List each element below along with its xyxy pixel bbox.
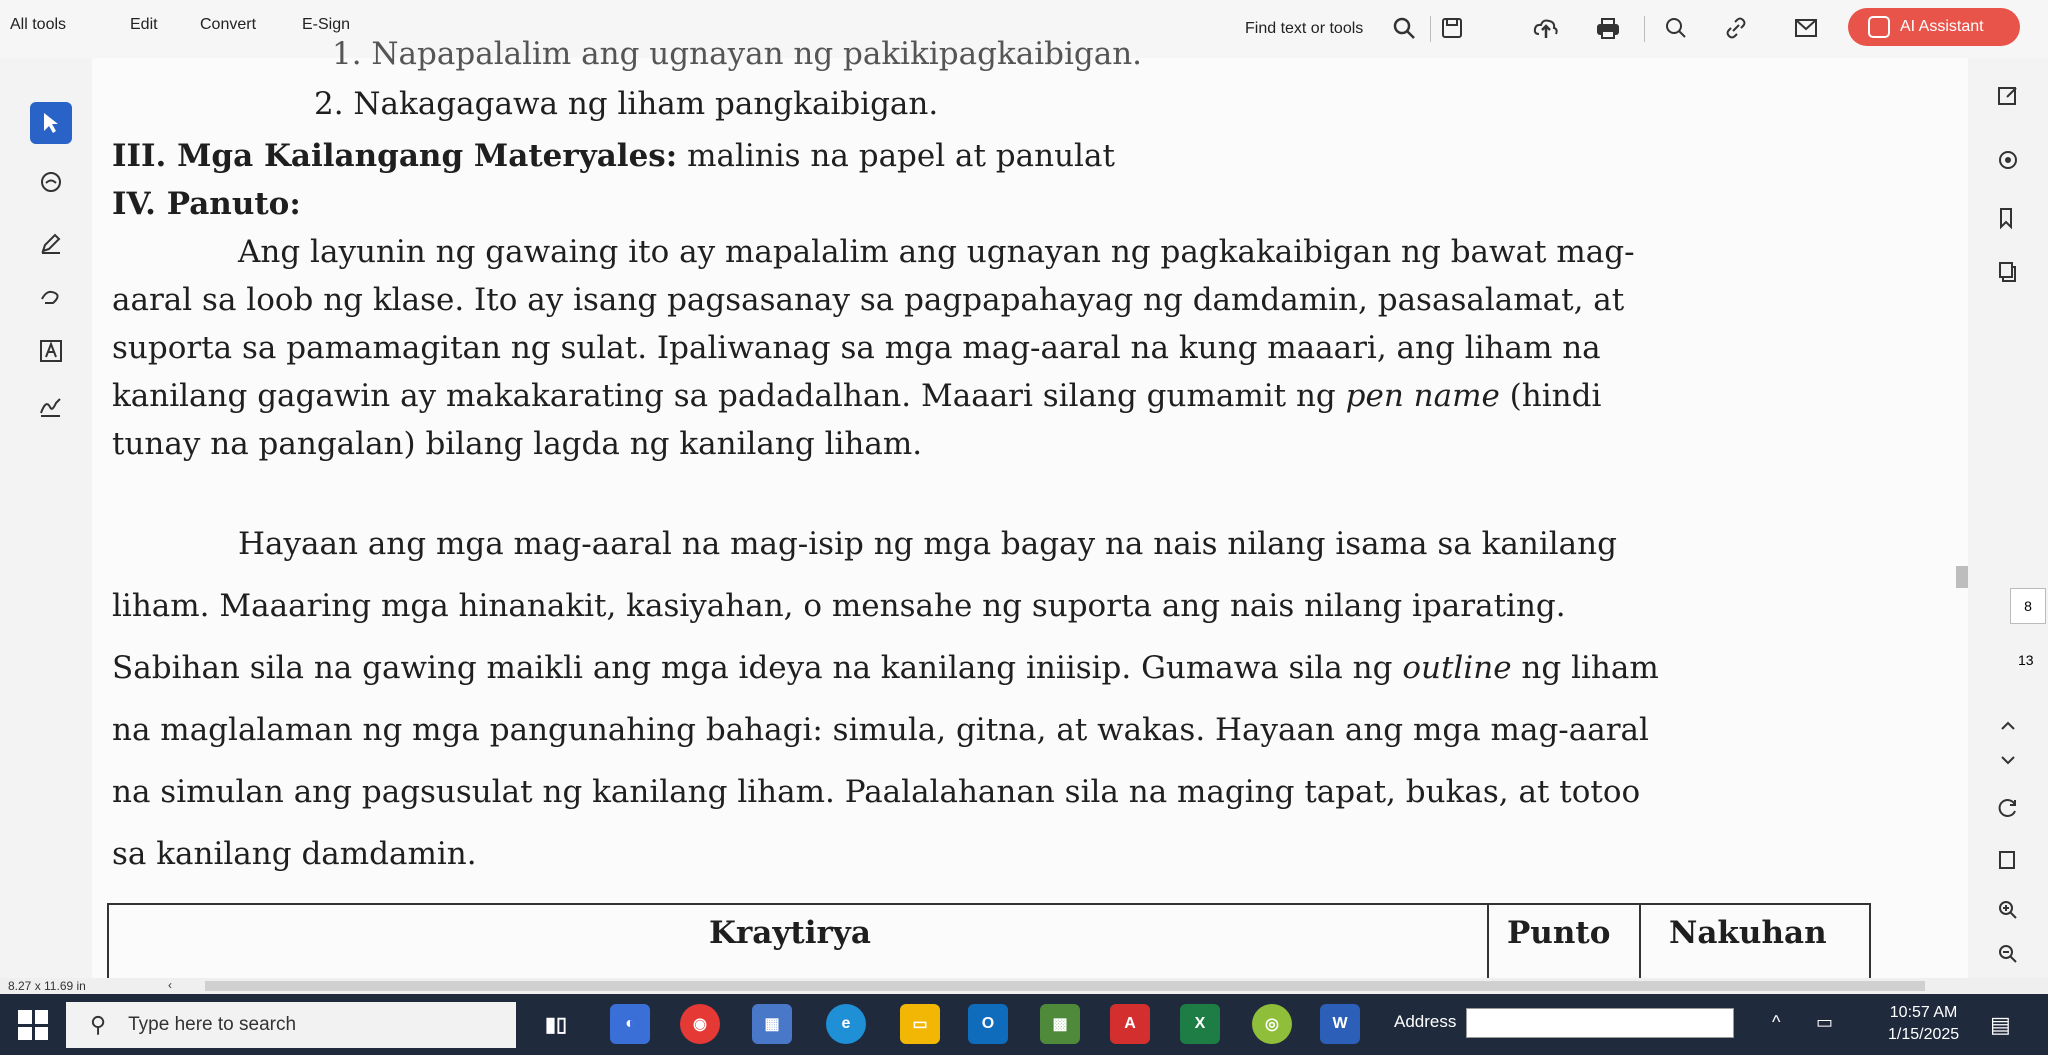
vertical-scrollbar[interactable] bbox=[1956, 68, 1968, 968]
page-number-input[interactable]: 8 bbox=[2010, 588, 2046, 624]
table-header-punto: Punto bbox=[1507, 915, 1611, 951]
table-header-nakuhan: Nakuhan bbox=[1669, 915, 1827, 951]
paragraph-1-line-4-text: kanilang gagawin ay makakarating sa padadalhan. Maaari silang gumamit ng bbox=[112, 378, 1346, 414]
ai-assistant-label: AI Assistant bbox=[1900, 18, 1984, 35]
menu-convert[interactable]: Convert bbox=[200, 16, 257, 33]
paragraph-2-line-2: liham. Maaaring mga hinanakit, kasiyahan, o mensahe ng suporta ang nais nilang iparating. bbox=[112, 588, 1566, 624]
materials-line bbox=[112, 138, 1115, 174]
page-size-label: 8.27 x 11.69 in bbox=[8, 979, 86, 993]
highlighter-pen-icon[interactable] bbox=[30, 222, 72, 264]
print-icon[interactable] bbox=[1592, 12, 1624, 44]
link-icon[interactable] bbox=[1720, 12, 1752, 44]
text-box-icon[interactable] bbox=[30, 330, 72, 372]
chrome-profile-icon[interactable]: ◎ bbox=[1252, 1004, 1292, 1044]
windows-start-icon[interactable] bbox=[18, 1010, 48, 1040]
left-tool-rail bbox=[0, 58, 92, 978]
paragraph-2-line-3-tail: ng liham bbox=[1511, 650, 1659, 686]
scroll-up-icon[interactable] bbox=[1990, 708, 2026, 744]
ai-assistant-icon bbox=[1868, 16, 1890, 38]
save-icon[interactable] bbox=[1436, 12, 1468, 44]
search-icon[interactable] bbox=[1388, 12, 1420, 44]
paragraph-2-line-1: Hayaan ang mga mag-aaral na mag-isip ng mga bagay na nais nilang isama sa kanilang bbox=[238, 526, 1617, 562]
taskbar-search-box[interactable] bbox=[66, 1002, 516, 1048]
mail-icon[interactable] bbox=[1790, 12, 1822, 44]
taskbar-clock[interactable] bbox=[1888, 1002, 1959, 1046]
page-total: 13 bbox=[2018, 652, 2034, 668]
signature-icon[interactable] bbox=[30, 386, 72, 428]
pen-name-term: pen name bbox=[1345, 378, 1500, 414]
search-zoom-icon[interactable] bbox=[1660, 12, 1692, 44]
copy-pages-icon[interactable] bbox=[1990, 254, 2026, 290]
eraser-icon[interactable] bbox=[30, 276, 72, 318]
scroll-down-icon[interactable] bbox=[1990, 742, 2026, 778]
paragraph-2-line-6: sa kanilang damdamin. bbox=[112, 836, 477, 872]
edit-page-icon[interactable] bbox=[1990, 78, 2026, 114]
menu-esign[interactable]: E-Sign bbox=[302, 16, 351, 33]
clock-time: 10:57 AM bbox=[1889, 1004, 1958, 1021]
scroll-left-icon[interactable]: ‹ bbox=[168, 978, 172, 992]
tray-chevron-icon[interactable]: ^ bbox=[1772, 1012, 1781, 1032]
edge-app-icon[interactable]: e bbox=[826, 1004, 866, 1044]
materials-text: malinis na papel at panulat bbox=[677, 138, 1115, 174]
cut-off-line: 1. Napapalalim ang ugnayan ng pakikipagkaibigan. bbox=[332, 36, 1143, 72]
paragraph-1-line-3: suporta sa pamamagitan ng sulat. Ipaliwanag sa mga mag-aaral na kung maaari, ang liham na bbox=[112, 330, 1601, 366]
toolbar-divider bbox=[1430, 16, 1431, 42]
notification-icon[interactable]: ▤ bbox=[1990, 1012, 2011, 1037]
menu-edit[interactable]: Edit bbox=[130, 16, 158, 33]
refresh-icon[interactable] bbox=[1990, 790, 2026, 826]
paragraph-2-line-3 bbox=[112, 650, 1659, 686]
windows-taskbar bbox=[0, 994, 2048, 1055]
outline-term: outline bbox=[1402, 650, 1512, 686]
paragraph-1-line-2: aaral sa loob ng klase. Ito ay isang pagsasanay sa pagpapahayag ng damdamin, pasasalamat, at bbox=[112, 282, 1625, 318]
zoom-in-icon[interactable] bbox=[1990, 892, 2026, 928]
copilot-app-icon[interactable]: ◐ bbox=[610, 1004, 650, 1044]
clock-date: 1/15/2025 bbox=[1888, 1026, 1960, 1043]
horizontal-scrollbar[interactable] bbox=[205, 981, 1925, 991]
materials-heading: III. Mga Kailangang Materyales: bbox=[112, 138, 678, 174]
search-icon: ⚲ bbox=[90, 1012, 107, 1037]
paragraph-1-line-4 bbox=[112, 378, 1601, 414]
paragraph-1-line-5: tunay na pangalan) bilang lagda ng kanilang liham. bbox=[112, 426, 923, 462]
bookmark-icon[interactable] bbox=[1990, 200, 2026, 236]
status-bar bbox=[0, 978, 2048, 994]
toolbar-divider bbox=[1644, 16, 1645, 42]
store-app-icon[interactable]: ▦ bbox=[752, 1004, 792, 1044]
right-tool-rail bbox=[1968, 58, 2048, 978]
paragraph-2-line-5: na simulan ang pagsusulat ng kanilang liham. Paalalahanan sila na maging tapat, bukas, at totoo bbox=[112, 774, 1641, 810]
ai-assistant-button[interactable] bbox=[1848, 8, 2020, 46]
chrome-app-icon[interactable]: ◉ bbox=[680, 1004, 720, 1044]
paragraph-1-line-1: Ang layunin ng gawaing ito ay mapalalim ang ugnayan ng pagkakaibigan ng bawat mag- bbox=[238, 234, 1635, 270]
comment-icon[interactable] bbox=[30, 162, 72, 204]
excel-app-icon[interactable]: X bbox=[1180, 1004, 1220, 1044]
zoom-out-icon[interactable] bbox=[1990, 936, 2026, 972]
paragraph-1-line-4-tail: (hindi bbox=[1499, 378, 1602, 414]
table-header-kraytirya: Kraytirya bbox=[709, 915, 871, 951]
address-toolbar-label: Address bbox=[1394, 1012, 1457, 1031]
task-view-icon[interactable]: ▮▯ bbox=[544, 1013, 567, 1036]
word-app-icon[interactable]: W bbox=[1320, 1004, 1360, 1044]
page-fit-icon[interactable] bbox=[1990, 842, 2026, 878]
game-app-icon[interactable]: ▩ bbox=[1040, 1004, 1080, 1044]
paragraph-2-line-3-text: Sabihan sila na gawing maikli ang mga ideya na kanilang iniisip. Gumawa sila ng bbox=[112, 650, 1403, 686]
tray-battery-icon[interactable]: ▭ bbox=[1816, 1012, 1834, 1032]
scrollbar-thumb[interactable] bbox=[1956, 566, 1968, 588]
upload-cloud-icon[interactable] bbox=[1530, 12, 1562, 44]
menu-all-tools[interactable]: All tools bbox=[10, 16, 67, 33]
instructions-heading: IV. Panuto: bbox=[112, 186, 301, 222]
find-text-button[interactable]: Find text or tools bbox=[1245, 20, 1364, 37]
acrobat-app-icon[interactable]: A bbox=[1110, 1004, 1150, 1044]
document-page bbox=[92, 36, 1968, 978]
select-cursor-icon[interactable] bbox=[30, 102, 72, 144]
objective-item-2: 2. Nakagagawa ng liham pangkaibigan. bbox=[314, 86, 939, 122]
paragraph-2-line-4: na maglalaman ng mga pangunahing bahagi: simula, gitna, at wakas. Hayaan ang mga mag-aaral bbox=[112, 712, 1649, 748]
file-explorer-icon[interactable]: ▭ bbox=[900, 1004, 940, 1044]
ai-sparkle-icon[interactable] bbox=[1990, 142, 2026, 178]
taskbar-search-placeholder: Type here to search bbox=[128, 1014, 297, 1035]
outlook-app-icon[interactable]: O bbox=[968, 1004, 1008, 1044]
address-toolbar-input[interactable] bbox=[1466, 1008, 1734, 1038]
